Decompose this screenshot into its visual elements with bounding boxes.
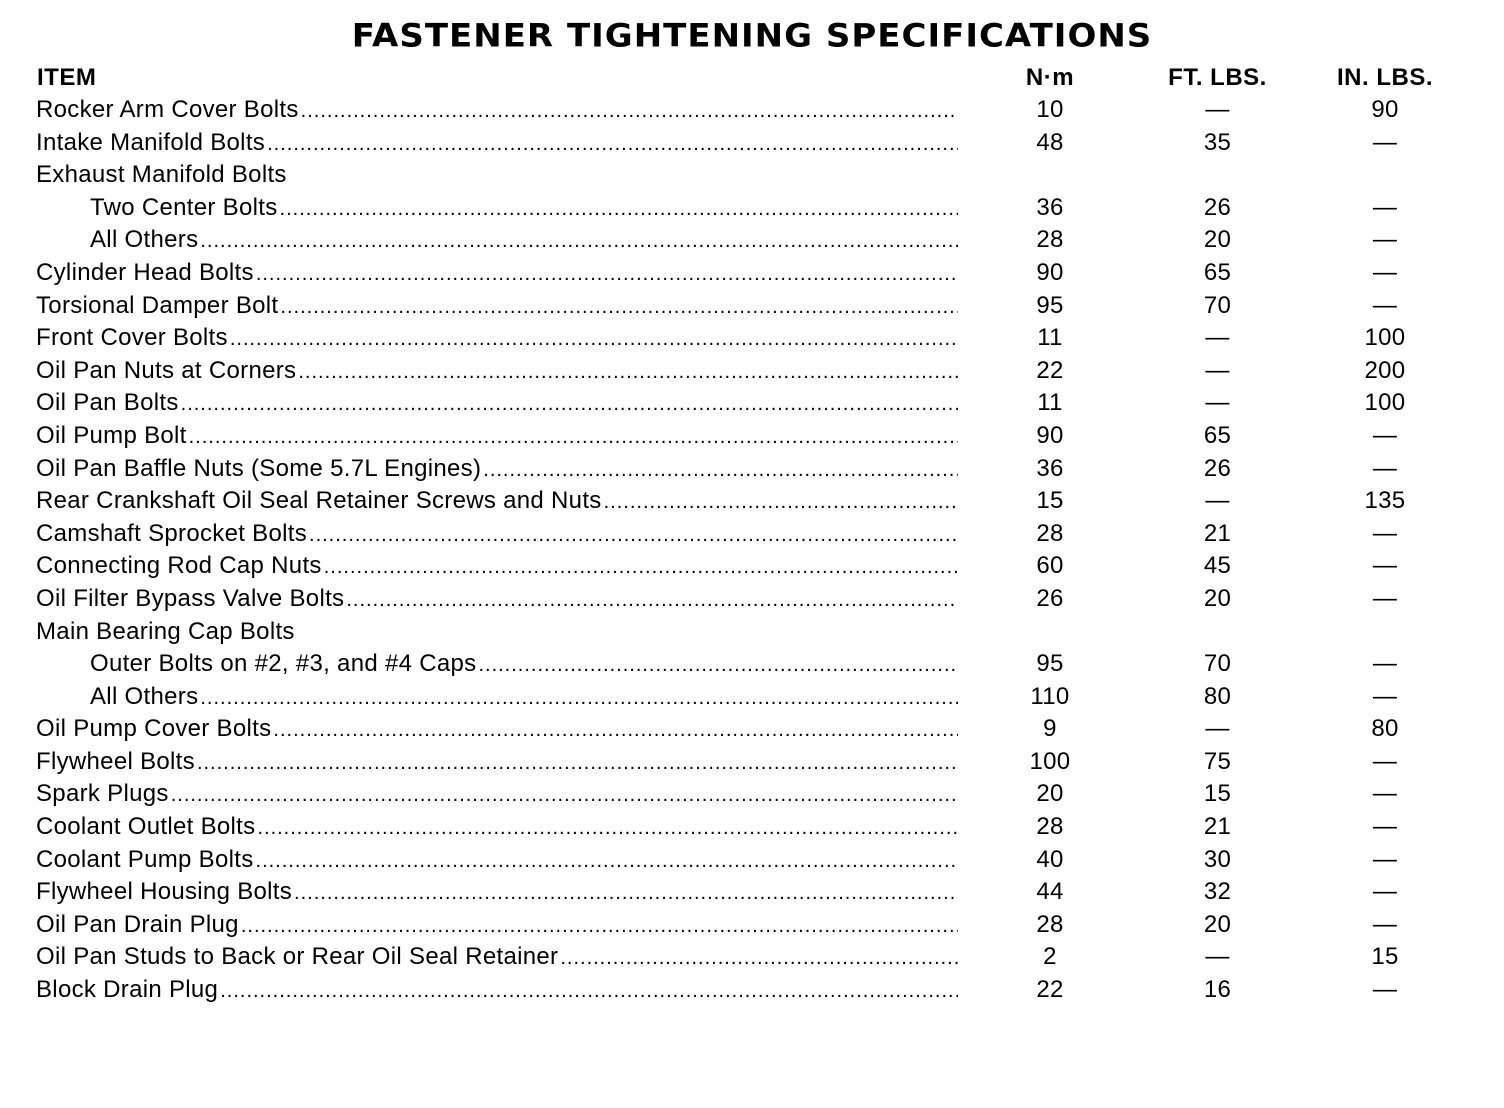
in-lbs-value: 100 <box>1364 324 1406 352</box>
item-label: Rear Crankshaft Oil Seal Retainer Screws and Nuts <box>36 487 602 515</box>
nm-value: 22 <box>1036 356 1064 384</box>
ft-lbs-value: 30 <box>1203 845 1232 873</box>
ft-lbs-value: 65 <box>1203 258 1232 286</box>
nm-value: 44 <box>1036 878 1064 906</box>
table-row <box>0 941 1504 974</box>
nm-value: 28 <box>1036 910 1064 938</box>
nm-value: 36 <box>1036 454 1064 482</box>
item-label: Oil Pump Cover Bolts <box>36 715 272 743</box>
table-row <box>0 746 1504 779</box>
item-label: Camshaft Sprocket Bolts <box>36 519 308 547</box>
in-lbs-value: — <box>1372 128 1398 156</box>
ft-lbs-value: 20 <box>1203 910 1232 938</box>
item-label: Coolant Pump Bolts <box>36 845 254 873</box>
ft-lbs-value: 21 <box>1203 813 1232 841</box>
ft-lbs-value: 70 <box>1203 291 1232 319</box>
table-row <box>0 909 1504 942</box>
nm-value: 26 <box>1036 584 1064 612</box>
item-label: Spark Plugs <box>36 780 169 808</box>
in-lbs-value: — <box>1372 747 1398 775</box>
nm-value: 22 <box>1036 976 1064 1004</box>
table-row <box>0 518 1504 551</box>
ft-lbs-value: 15 <box>1203 780 1232 808</box>
nm-value: 9 <box>1043 715 1057 743</box>
in-lbs-value: — <box>1372 519 1398 547</box>
item-label: Connecting Rod Cap Nuts <box>36 552 322 580</box>
item-label: Main Bearing Cap Bolts <box>36 617 295 645</box>
ft-lbs-value: 26 <box>1203 193 1232 221</box>
ft-lbs-value: 16 <box>1203 976 1232 1004</box>
ft-lbs-value: 20 <box>1203 584 1232 612</box>
table-row <box>0 94 1504 127</box>
in-lbs-value: 135 <box>1364 487 1406 515</box>
in-lbs-value: — <box>1372 780 1398 808</box>
table-row <box>0 387 1504 420</box>
in-lbs-value: — <box>1372 682 1398 710</box>
table-row <box>0 420 1504 453</box>
ft-lbs-value: — <box>1205 324 1230 352</box>
nm-value: 95 <box>1036 291 1064 319</box>
in-lbs-value: — <box>1372 845 1398 873</box>
table-row <box>0 811 1504 844</box>
nm-value: 28 <box>1036 519 1064 547</box>
item-label: Rocker Arm Cover Bolts <box>36 96 299 123</box>
item-label: Coolant Outlet Bolts <box>36 813 256 841</box>
table-row <box>0 192 1504 225</box>
in-lbs-value: — <box>1372 584 1398 612</box>
ft-lbs-value: 21 <box>1203 519 1232 547</box>
table-row <box>0 713 1504 746</box>
ft-lbs-value: 45 <box>1203 552 1232 580</box>
table-row <box>0 257 1504 290</box>
ft-lbs-value: 65 <box>1203 421 1232 449</box>
table-row <box>0 648 1504 681</box>
in-lbs-value: — <box>1372 291 1398 319</box>
nm-value: 36 <box>1036 193 1064 221</box>
nm-value: 10 <box>1036 96 1064 123</box>
table-row <box>0 844 1504 877</box>
item-label: Torsional Damper Bolt <box>36 291 279 319</box>
in-lbs-value: 90 <box>1371 96 1399 123</box>
document-title: FASTENER TIGHTENING SPECIFICATIONS <box>351 17 1153 55</box>
in-lbs-value: — <box>1372 193 1398 221</box>
table-row <box>0 322 1504 355</box>
item-label: Cylinder Head Bolts <box>36 258 254 286</box>
item-label: Front Cover Bolts <box>36 324 228 352</box>
item-label: Oil Pan Studs to Back or Rear Oil Seal Retainer <box>36 943 559 971</box>
nm-value: 90 <box>1036 421 1064 449</box>
header-in-lbs: IN. LBS. <box>1336 64 1433 91</box>
item-label: Oil Pan Nuts at Corners <box>36 356 297 384</box>
in-lbs-value: — <box>1372 910 1398 938</box>
in-lbs-value: — <box>1372 650 1398 678</box>
ft-lbs-value: 32 <box>1203 878 1232 906</box>
nm-value: 40 <box>1036 845 1064 873</box>
nm-value: 95 <box>1036 650 1064 678</box>
ft-lbs-value: 35 <box>1203 128 1232 156</box>
item-label: Two Center Bolts <box>90 193 278 221</box>
nm-value: 11 <box>1037 324 1063 352</box>
table-row <box>0 974 1504 1007</box>
ft-lbs-value: — <box>1205 356 1230 384</box>
nm-value: 110 <box>1030 682 1070 710</box>
table-row <box>0 876 1504 909</box>
table-row <box>0 453 1504 486</box>
ft-lbs-value: — <box>1205 96 1230 123</box>
ft-lbs-value: 80 <box>1203 682 1232 710</box>
item-label: Exhaust Manifold Bolts <box>36 161 287 189</box>
nm-value: 48 <box>1036 128 1064 156</box>
nm-value: 15 <box>1036 487 1064 515</box>
nm-value: 28 <box>1036 813 1064 841</box>
header-nm: N·m <box>1025 64 1075 91</box>
nm-value: 2 <box>1043 943 1057 971</box>
table-row-group-heading <box>0 616 1504 649</box>
nm-value: 60 <box>1036 552 1064 580</box>
table-row-group-heading <box>0 159 1504 192</box>
item-label: Oil Pan Bolts <box>36 389 179 417</box>
item-label: Oil Filter Bypass Valve Bolts <box>36 584 345 612</box>
item-label: All Others <box>90 682 199 710</box>
item-label: Flywheel Bolts <box>36 747 195 775</box>
in-lbs-value: 15 <box>1371 943 1399 971</box>
table-row <box>0 550 1504 583</box>
item-label: Intake Manifold Bolts <box>36 128 266 156</box>
in-lbs-value: — <box>1372 878 1398 906</box>
nm-value: 28 <box>1036 226 1064 254</box>
header-ft-lbs: FT. LBS. <box>1168 64 1267 91</box>
nm-value: 20 <box>1036 780 1064 808</box>
in-lbs-value: 200 <box>1364 356 1406 384</box>
ft-lbs-value: — <box>1205 389 1230 417</box>
in-lbs-value: — <box>1372 421 1398 449</box>
table-row <box>0 485 1504 518</box>
table-row <box>0 355 1504 388</box>
ft-lbs-value: 75 <box>1203 747 1232 775</box>
item-label: All Others <box>90 226 199 254</box>
in-lbs-value: — <box>1372 226 1398 254</box>
in-lbs-value: — <box>1372 813 1398 841</box>
nm-value: 11 <box>1037 389 1063 417</box>
nm-value: 100 <box>1029 747 1071 775</box>
table-row <box>0 127 1504 160</box>
ft-lbs-value: 20 <box>1203 226 1232 254</box>
table-row <box>0 681 1504 714</box>
in-lbs-value: — <box>1372 976 1398 1004</box>
item-label: Oil Pump Bolt <box>36 421 187 449</box>
nm-value: 90 <box>1036 258 1064 286</box>
in-lbs-value: — <box>1372 258 1398 286</box>
in-lbs-value: 80 <box>1371 715 1399 743</box>
in-lbs-value: — <box>1372 552 1398 580</box>
ft-lbs-value: 70 <box>1203 650 1232 678</box>
item-label: Block Drain Plug <box>36 976 219 1004</box>
in-lbs-value: 100 <box>1364 389 1406 417</box>
table-row <box>0 778 1504 811</box>
ft-lbs-value: — <box>1205 715 1230 743</box>
spec-table <box>0 94 1504 1007</box>
item-label: Oil Pan Baffle Nuts (Some 5.7L Engines) <box>36 454 482 482</box>
table-row <box>0 583 1504 616</box>
table-row <box>0 290 1504 323</box>
ft-lbs-value: — <box>1205 943 1230 971</box>
in-lbs-value: — <box>1372 454 1398 482</box>
ft-lbs-value: — <box>1205 487 1230 515</box>
item-label: Outer Bolts on #2, #3, and #4 Caps <box>90 650 477 678</box>
table-row <box>0 224 1504 257</box>
ft-lbs-value: 26 <box>1203 454 1232 482</box>
item-label: Flywheel Housing Bolts <box>36 878 293 906</box>
item-label: Oil Pan Drain Plug <box>36 910 239 938</box>
header-item: ITEM <box>37 64 97 91</box>
